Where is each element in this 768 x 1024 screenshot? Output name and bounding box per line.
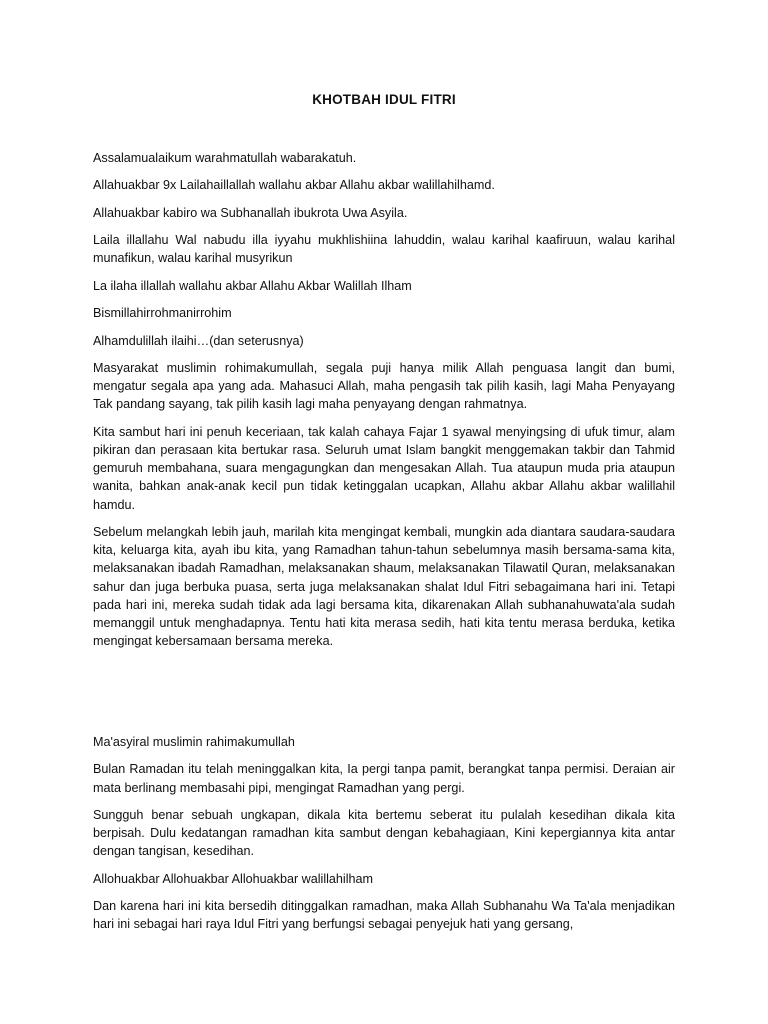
paragraph-laila-illallahu: Laila illallahu Wal nabudu illa iyyahu mukhlishiina lahuddin, walau karihal kaafiruun, walau karihal munafikun, walau karihal musyrikun [93,233,675,266]
paragraph-la-ilaha: La ilaha illallah wallahu akbar Allahu Akbar Walillah Ilham [93,278,412,293]
text-block-1 [93,149,675,660]
paragraph-bismillah: Bismillahirrohmanirrohim [93,306,232,321]
paragraph-bulan-ramadan: Bulan Ramadan itu telah meninggalkan kita, Ia pergi tanpa pamit, berangkat tanpa permisi. Deraian air mata berlinang membasahi pipi, mengingat Ramadhan yang pergi. [93,762,675,795]
paragraph-dan-karena: Dan karena hari ini kita bersedih ditinggalkan ramadhan, maka Allah Subhanahu Wa Ta'ala menjadikan hari ini sebagai hari raya Idul Fitri yang berfungsi sebagai penyejuk hati yang gersang, [93,899,675,932]
document-title: KHOTBAH IDUL FITRI [312,92,456,107]
paragraph-takbir: Allahuakbar 9x Lailahaillallah wallahu akbar Allahu akbar walillahilhamd. [93,178,495,193]
paragraph-masyarakat: Masyarakat muslimin rohimakumullah, segala puji hanya milik Allah penguasa langit dan bumi, mengatur segala apa yang ada. Mahasuci Allah, maha pengasih tak pilih kasih, lagi Maha Penyayang Tak pandang sayang, tak pilih kasih lagi maha penyayang dengan rahmatnya. [93,360,675,412]
paragraph-sebelum-melangkah: Sebelum melangkah lebih jauh, marilah kita mengingat kembali, mungkin ada diantara saudara-saudara kita, keluarga kita, ayah ibu kita, yang Ramadhan tahun-tahun sebelumnya masih bersama-sama kita, melaksanakan ibadah Ramadhan, melaksanakan shaum, melaksanakan Tilawatil Quran, melaksanakan sahur dan juga berbuka puasa, serta juga melaksanakan shalat Idul Fitri sebagaimana hari ini. Tetapi pada hari ini, mereka sudah tidak ada lagi bersama kita, dikarenakan Allah subhanahuwata'ala sudah memanggil untuk menghadapnya. Tentu hati kita merasa sedih, hati kita tentu merasa berduka, ketika mengingat kebersamaan bersama mereka. [93,524,675,649]
paragraph-kita-sambut: Kita sambut hari ini penuh keceriaan, tak kalah cahaya Fajar 1 syawal menyingsing di ufuk timur, alam pikiran dan perasaan kita bertukar rasa. Seluruh umat Islam bangkit menggemakan takbir dan Tahmid gemuruh membahana, suara mengagungkan dan mengesakan Allah. Tua ataupun muda pria ataupun wanita, bahkan anak-anak kecil pun tidak ketinggalan ucapkan, Allahu akbar Allahu akbar walillahil hamdu. [93,424,675,512]
paragraph-alhamdulillah: Alhamdulillah ilaihi…(dan seterusnya) [93,333,304,348]
paragraph-salam: Assalamualaikum warahmatullah wabarakatuh. [93,151,357,165]
paragraph-takbir-kabiro: Allahuakbar kabiro wa Subhanallah ibukrota Uwa Asyila. [93,205,408,220]
paragraph-allohuakbar: Allohuakbar Allohuakbar Allohuakbar walillahilham [93,871,374,886]
paragraph-maasyiral: Ma'asyiral muslimin rahimakumullah [93,735,295,749]
text-block-2 [93,733,675,943]
paragraph-sungguh-benar: Sungguh benar sebuah ungkapan, dikala kita bertemu seberat itu pulalah kesedihan dikala kita berpisah. Dulu kedatangan ramadhan kita sambut dengan kebahagiaan, Kini kepergiannya kita antar dengan tangisan, kesedihan. [93,807,675,859]
